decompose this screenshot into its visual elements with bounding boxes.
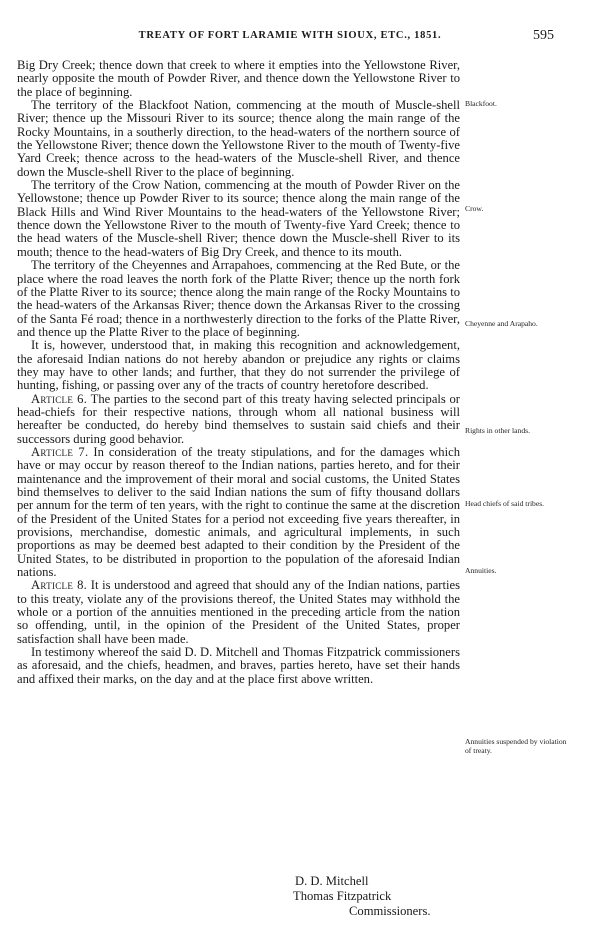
- marginal-note-cheyenne: Cheyenne and Arapaho.: [465, 319, 538, 328]
- marginal-note-head-chiefs: Head chiefs of said tribes.: [465, 499, 545, 508]
- article-7-text: In consideration of the treaty stipulations, and for the damages which have or may occur by reason thereof to the Indian nations, parties hereto, and for their maintenance and the improvement of their moral and social customs, the United States bind themselves to deliver to the said Indian nations the sum of fifty thousand dollars per annum for the term of ten years, with the right to continue the same at the discretion of the President of the United States for a period not exceeding five years thereafter, in provisions, merchandise, domestic animals, and agricultural implements, in such proportions as may be deemed best adapted to their condition by the President of the United States, to be distributed in proportion to the population of the aforesaid Indian nations.: [17, 444, 460, 580]
- signature-fitzpatrick: Thomas Fitzpatrick: [293, 889, 392, 903]
- marginal-note-annuities: Annuities.: [465, 566, 497, 575]
- paragraph-article-6: [17, 393, 460, 446]
- marginal-note-crow: Crow.: [465, 204, 484, 213]
- article-6-heading: Article 6.: [31, 391, 88, 406]
- paragraph-rights: It is, however, understood that, in making this recognition and acknowledgement, the aforesaid Indian nations do not hereby abandon or prejudice any rights or claims they may have to other lands; and further, that they do not surrender the privilege of hunting, fishing, or passing over any of the tracts of country heretofore described.: [17, 338, 460, 393]
- article-6-text: The parties to the second part of this treaty having selected principals or head-chiefs for their respective nations, through whom all national business will hereafter be conducted, do hereby bind themselves to sustain said chiefs and their successors during good behavior.: [17, 391, 461, 446]
- paragraph-continuation: Big Dry Creek; thence down that creek to where it empties into the Yellowstone River, nearly opposite the mouth of Powder River, and thence down the Yellowstone River to the place of beginning.: [17, 58, 460, 99]
- marginal-note-annuities-suspended: Annuities suspended by violation of treaty.: [465, 737, 567, 755]
- article-8-heading: Article 8.: [31, 578, 88, 593]
- marginal-note-rights: Rights in other lands.: [465, 426, 530, 435]
- article-8-text: It is understood and agreed that should any of the Indian nations, parties to this treaty, violate any of the provisions thereof, the United States may withhold the whole or a portion of the annuities mentioned in the preceding article from the nation so offending, until, in the opinion of the President of the United States, proper satisfaction shall have been made.: [17, 578, 460, 646]
- page-header: [0, 30, 600, 48]
- paragraph-article-7: [17, 446, 460, 579]
- paragraph-testimony: In testimony whereof the said D. D. Mitchell and Thomas Fitzpatrick commissioners as aforesaid, and the chiefs, headmen, and braves, parties hereto, have set their hands and affixed their marks, on the day and at the place first above written.: [17, 645, 460, 686]
- running-head: TREATY OF FORT LARAMIE WITH SIOUX, ETC., 1851.: [138, 30, 442, 41]
- article-7-heading: Article 7.: [31, 444, 89, 459]
- signature-commissioners: Commissioners.: [349, 904, 431, 918]
- marginal-note-blackfoot: Blackfoot.: [465, 99, 497, 108]
- signature-mitchell: D. D. Mitchell: [295, 874, 369, 888]
- paragraph-blackfoot: The territory of the Blackfoot Nation, commencing at the mouth of Muscle-shell River; thence up the Missouri River to its source; thence along the main range of the Rocky Mountains, in a southerly direction, to the head-waters of the northern source of the Yellowstone River; thence down the Yellowstone River to the mouth of Twenty-five Yard Creek; thence across to the head-waters of the Muscle-shell River, and thence down the Muscle-shell River to the place of beginning.: [17, 98, 460, 179]
- page-number: 595: [533, 28, 554, 43]
- paragraph-cheyenne-arapaho: The territory of the Cheyennes and Arrapahoes, commencing at the Red Bute, or the place where the road leaves the north fork of the Platte River; thence up the north fork of the Platte River to its source; thence along the main range of the Rocky Mountains to the head-waters of the Arkansas River; thence down the Arkansas River to the crossing of the Santa Fé road; thence in a northwesterly direction to the forks of the Platte River, and thence up the Platte River to the place of beginning.: [17, 258, 460, 339]
- treaty-body: [17, 59, 460, 686]
- paragraph-crow: The territory of the Crow Nation, commencing at the mouth of Powder River on the Yellowstone; thence up Powder River to its source; thence along the main range of the Black Hills and Wind River Mountains to the head-waters of the Yellowstone River; thence down the Yellowstone River to the mouth of Twenty-five Yard Creek; thence to the head waters of the Muscle-shell River; thence down the Muscle-shell River to its mouth; thence to the head-waters of Big Dry Creek, and thence to its mouth.: [17, 178, 460, 259]
- paragraph-article-8: [17, 579, 460, 646]
